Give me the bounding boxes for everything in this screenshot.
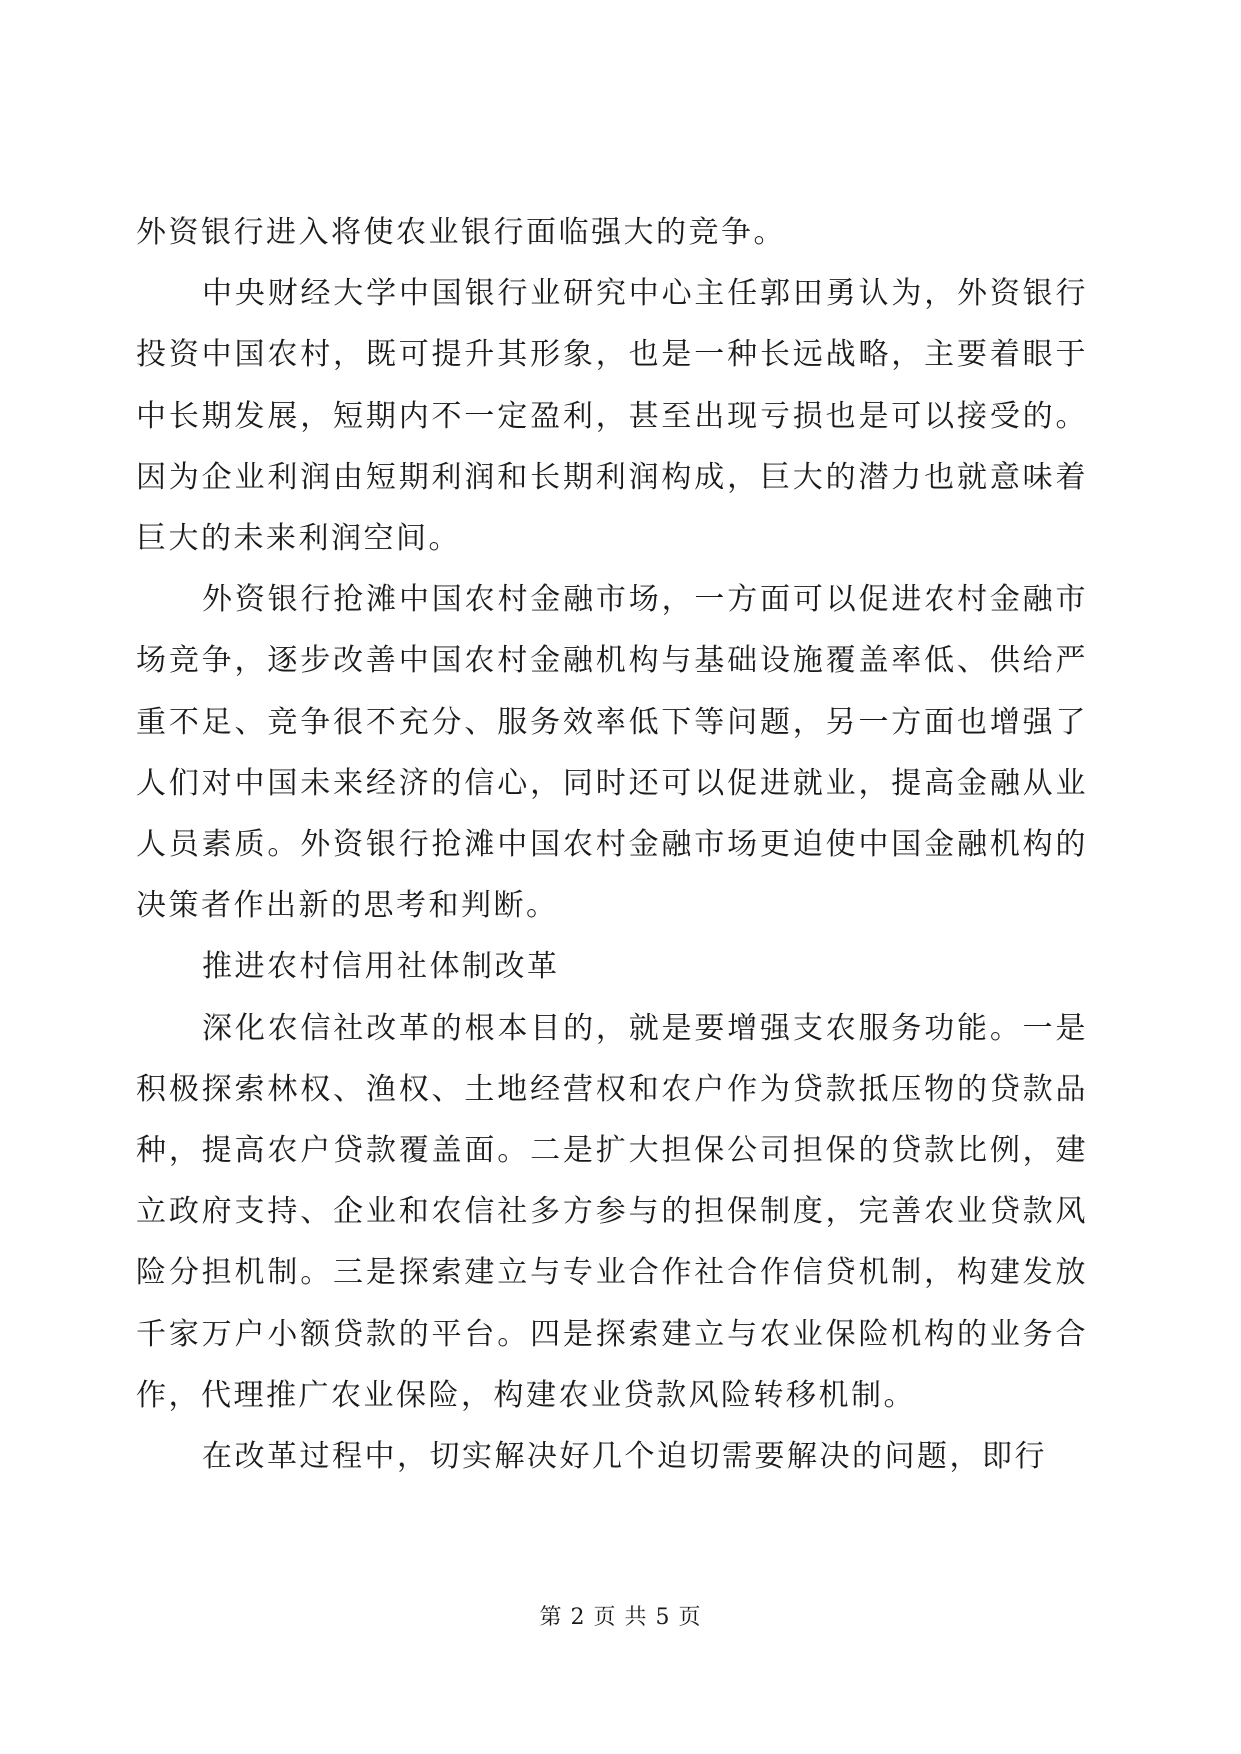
section-heading: 推进农村信用社体制改革 — [202, 949, 560, 985]
paragraph-4: 深化农信社改革的根本目的，就是要增强支农服务功能。一是积极探索林权、渔权、土地经营权和农户作为贷款抵压物的贷款品种，提高农户贷款覆盖面。二是扩大担保公司担保的贷款比例，建立政府支持、企业和农信社多方参与的担保制度，完善农业贷款风险分担机制。三是探索建立与专业合作社合作信贷机制，构建发放千家万户小额贷款的平台。四是探索建立与农业保险机构的业务合作，代理推广农业保险，构建农业贷款风险转移机制。 — [136, 1010, 1088, 1413]
page-footer: 第 2 页 共 5 页 — [539, 1605, 702, 1630]
paragraph-1: 外资银行进入将使农业银行面临强大的竞争。 — [136, 215, 786, 250]
paragraph-3: 外资银行抢滩中国农村金融市场，一方面可以促进农村金融市场竞争，逐步改善中国农村金融机构与基础设施覆盖率低、供给严重不足、竞争很不充分、服务效率低下等问题，另一方面也增强了人们对中国未来经济的信心，同时还可以促进就业，提高金融从业人员素质。外资银行抢滩中国农村金融市场更迫使中国金融机构的决策者作出新的思考和判断。 — [136, 582, 1088, 924]
paragraph-5: 在改革过程中，切实解决好几个迫切需要解决的问题，即行 — [202, 1439, 1047, 1475]
document-body — [136, 202, 1088, 1487]
paragraph-2: 中央财经大学中国银行业研究中心主任郭田勇认为，外资银行投资中国农村，既可提升其形象，也是一种长远战略，主要着眼于中长期发展，短期内不一定盈利，甚至出现亏损也是可以接受的。因为企业利润由短期利润和长期利润构成，巨大的潜力也就意味着巨大的未来利润空间。 — [136, 276, 1088, 557]
